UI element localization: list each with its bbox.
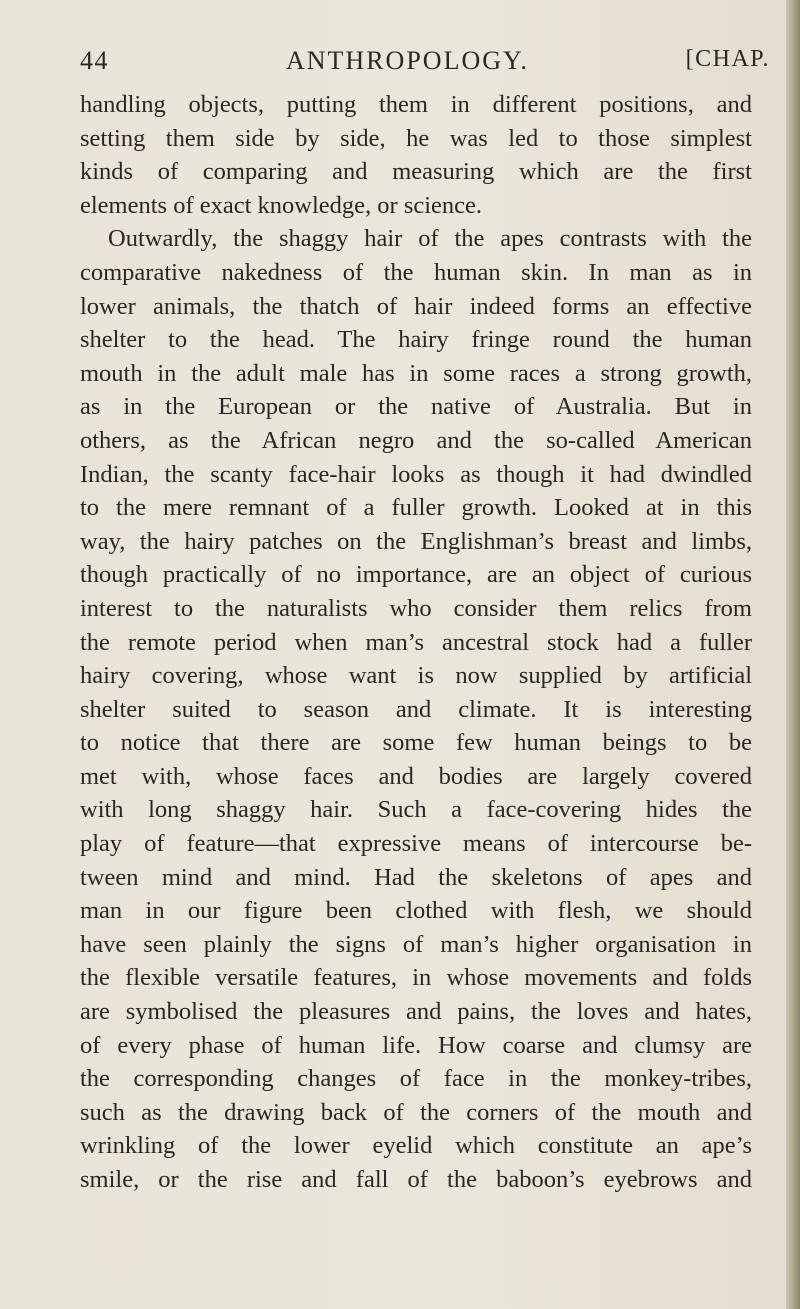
text-line: shelter suited to season and climate. It is interesting: [80, 695, 752, 723]
text-line: the remote period when man’s ancestral stock had a fuller: [80, 628, 752, 656]
running-header: [80, 46, 770, 82]
text-line: are symbolised the pleasures and pains, the loves and hates,: [80, 998, 752, 1026]
text-line: handling objects, putting them in different positions, and: [80, 91, 752, 118]
text-line: with long shaggy hair. Such a face-covering hides the: [80, 796, 752, 824]
text-line: smile, or the rise and fall of the baboon’s eyebrows and: [80, 1166, 752, 1193]
running-title: ANTHROPOLOGY.: [286, 46, 529, 75]
text-line: tween mind and mind. Had the skeletons of apes and: [80, 863, 752, 891]
text-line: Indian, the scanty face-hair looks as though it had dwindled: [80, 460, 752, 488]
text-line: others, as the African negro and the so-called American: [80, 426, 752, 454]
text-line: play of feature—that expressive means of intercourse be-: [80, 830, 752, 858]
text-line: the flexible versatile features, in whose movements and folds: [80, 964, 752, 992]
page-edge: [786, 0, 800, 1309]
body-text: [80, 88, 752, 1197]
text-line: shelter to the head. The hairy fringe round the human: [80, 326, 752, 354]
text-line: to the mere remnant of a fuller growth. Looked at in this: [80, 494, 752, 522]
text-line: way, the hairy patches on the Englishman’s breast and limbs,: [80, 527, 752, 555]
text-line: elements of exact knowledge, or science.: [80, 191, 483, 219]
text-line: have seen plainly the signs of man’s higher organisation in: [80, 930, 752, 958]
text-line: to notice that there are some few human beings to be: [80, 729, 752, 757]
text-line: man in our figure been clothed with flesh, we should: [80, 897, 752, 925]
text-line: mouth in the adult male has in some races a strong growth,: [80, 359, 752, 387]
text-line: Outwardly, the shaggy hair of the apes contrasts with the: [108, 225, 752, 253]
chapter-mark: [CHAP.: [685, 46, 770, 72]
page-number: 44: [80, 46, 109, 75]
text-line: met with, whose faces and bodies are largely covered: [80, 762, 752, 790]
text-line: wrinkling of the lower eyelid which constitute an ape’s: [80, 1132, 752, 1160]
text-line: such as the drawing back of the corners of the mouth and: [80, 1098, 752, 1126]
text-line: kinds of comparing and measuring which are the first: [80, 158, 752, 186]
text-line: of every phase of human life. How coarse and clumsy are: [80, 1031, 752, 1059]
text-line: comparative nakedness of the human skin. In man as in: [80, 258, 752, 286]
text-line: interest to the naturalists who consider them relics from: [80, 594, 752, 622]
text-line: though practically of no importance, are an object of curious: [80, 561, 752, 589]
text-line: the corresponding changes of face in the monkey-tribes,: [80, 1065, 752, 1093]
text-line: lower animals, the thatch of hair indeed forms an effective: [80, 292, 752, 320]
text-line: setting them side by side, he was led to those simplest: [80, 124, 752, 152]
text-line: hairy covering, whose want is now supplied by artificial: [80, 662, 752, 690]
text-line: as in the European or the native of Australia. But in: [80, 393, 752, 421]
